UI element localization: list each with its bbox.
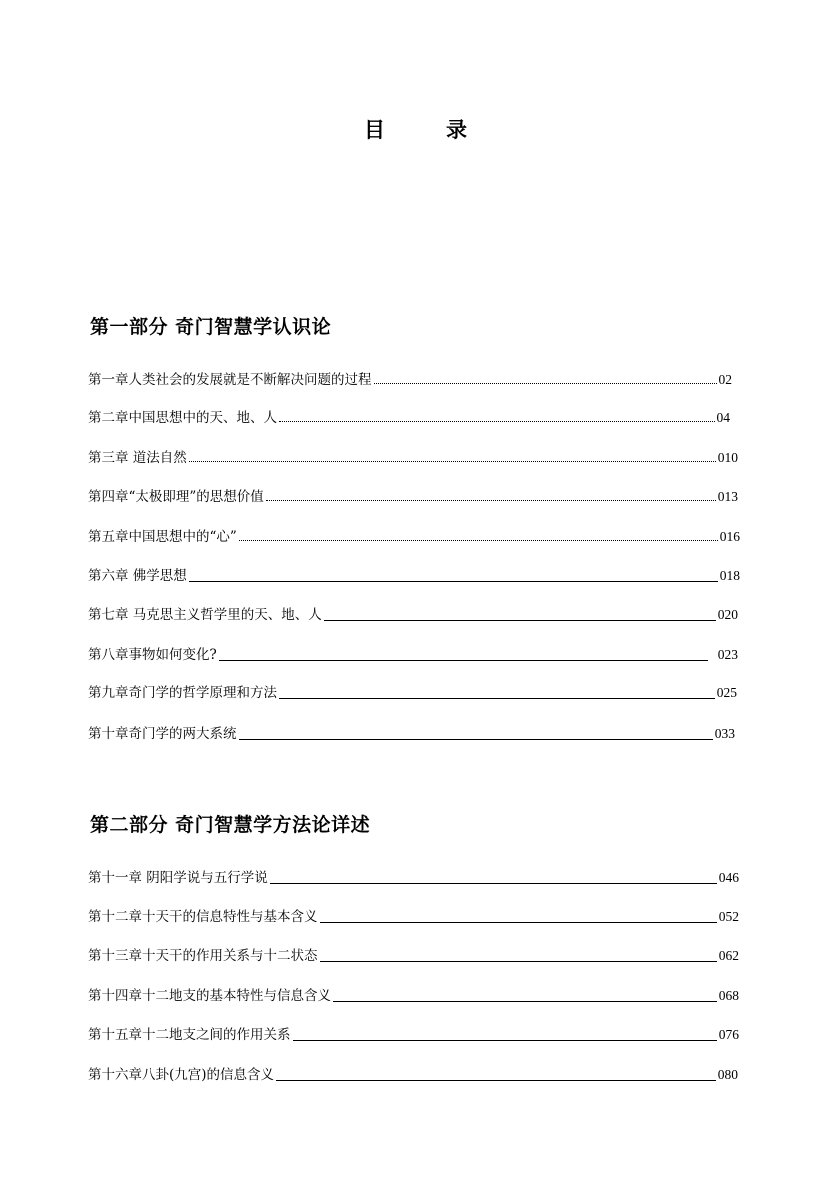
toc-entry-label: 第十章奇门学的两大系统	[88, 726, 237, 742]
page-title: 目 录	[364, 118, 487, 142]
toc-leader-line	[279, 698, 715, 699]
toc-leader-line	[276, 1080, 716, 1081]
toc-leader-line	[239, 739, 713, 740]
part-heading-2: 第二部分 奇门智慧学方法论详述	[90, 814, 371, 836]
toc-entry-label: 第七章 马克思主义哲学里的天、地、人	[88, 607, 322, 623]
toc-entry-label: 第一章人类社会的发展就是不断解决问题的过程	[88, 372, 372, 388]
toc-entry-page: 02	[718, 372, 732, 387]
toc-leader-line	[219, 660, 708, 661]
toc-entry-label: 第十四章十二地支的基本特性与信息含义	[88, 988, 331, 1004]
toc-leader-line	[270, 883, 717, 884]
toc-entry-label: 第三章 道法自然	[88, 450, 187, 466]
toc-entry-label: 第九章奇门学的哲学原理和方法	[88, 685, 277, 701]
toc-entry[interactable]	[88, 603, 738, 623]
toc-leader-line	[320, 922, 717, 923]
toc-leader-line	[333, 1001, 717, 1002]
toc-entry-page: 025	[716, 685, 737, 700]
toc-entry-label: 第五章中国思想中的“心”	[88, 529, 237, 545]
toc-entry[interactable]	[88, 446, 738, 466]
toc-entry-page: 062	[718, 948, 739, 963]
toc-entry[interactable]	[88, 643, 738, 663]
toc-leader-dots	[189, 461, 716, 462]
toc-entry-label: 第十三章十天干的作用关系与十二状态	[88, 948, 318, 964]
toc-entry-page: 016	[719, 529, 740, 544]
toc-entry[interactable]	[88, 681, 737, 701]
toc-leader-line	[189, 581, 718, 582]
toc-entry-page: 076	[718, 1027, 739, 1042]
toc-entry-label: 第十五章十二地支之间的作用关系	[88, 1027, 291, 1043]
toc-entry[interactable]	[88, 525, 740, 545]
toc-entry-page: 033	[714, 726, 735, 741]
toc-entry[interactable]	[88, 406, 730, 426]
toc-entry-page: 046	[718, 870, 739, 885]
toc-leader-dots	[266, 500, 716, 501]
toc-entry-label: 第四章“太极即理”的思想价值	[88, 489, 264, 505]
toc-entry[interactable]	[88, 485, 738, 505]
toc-entry[interactable]	[88, 722, 735, 742]
toc-entry-page: 068	[718, 988, 739, 1003]
toc-entry-page: 080	[717, 1067, 738, 1082]
toc-entry-label: 第十二章十天干的信息特性与基本含义	[88, 909, 318, 925]
toc-entry[interactable]	[88, 905, 739, 925]
toc-leader-dots	[239, 540, 718, 541]
toc-entry-label: 第十一章 阴阳学说与五行学说	[88, 870, 268, 886]
toc-entry-page: 010	[717, 450, 738, 465]
toc-entry[interactable]	[88, 368, 732, 388]
toc-entry-page: 04	[716, 410, 730, 425]
toc-entry-page: 023	[717, 647, 738, 662]
toc-entry-page: 052	[718, 909, 739, 924]
toc-entry[interactable]	[88, 944, 739, 964]
toc-entry-label: 第六章 佛学思想	[88, 568, 187, 584]
toc-leader-dots	[279, 421, 715, 422]
part-heading-1: 第一部分 奇门智慧学认识论	[90, 316, 332, 338]
toc-entry-page: 020	[717, 607, 738, 622]
toc-entry[interactable]	[88, 1023, 739, 1043]
toc-entry-page: 013	[717, 489, 738, 504]
toc-leader-line	[324, 620, 716, 621]
toc-leader-line	[293, 1040, 717, 1041]
toc-entry[interactable]	[88, 866, 739, 886]
toc-entry[interactable]	[88, 984, 739, 1004]
toc-entry-page: 018	[719, 568, 740, 583]
toc-entry-label: 第八章事物如何变化?	[88, 647, 217, 663]
toc-entry[interactable]	[88, 564, 740, 584]
toc-entry[interactable]	[88, 1063, 738, 1083]
toc-leader-line	[320, 961, 717, 962]
toc-entry-label: 第二章中国思想中的天、地、人	[88, 410, 277, 426]
toc-entry-label: 第十六章八卦(九宫)的信息含义	[88, 1067, 275, 1083]
toc-leader-dots	[374, 383, 717, 384]
